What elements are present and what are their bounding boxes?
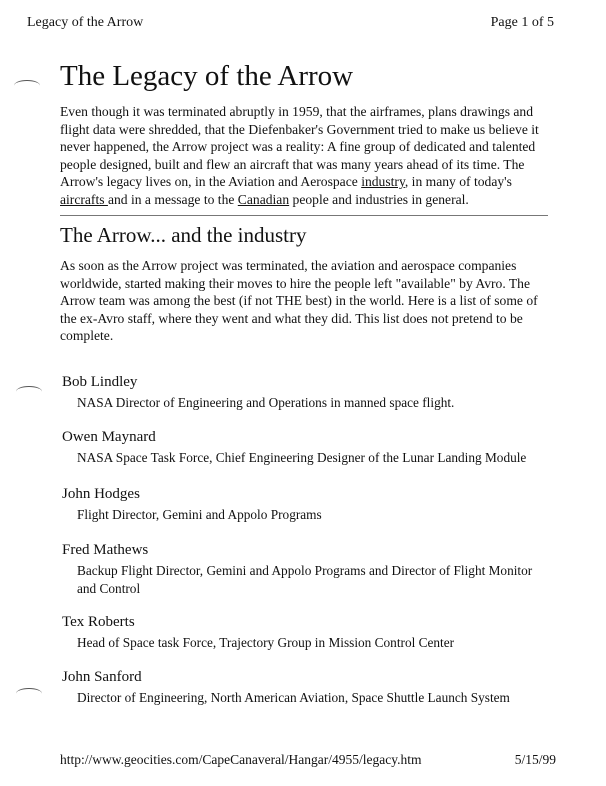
staff-role: Flight Director, Gemini and Appolo Programs <box>77 507 322 522</box>
intro-paragraph <box>60 103 554 208</box>
divider <box>60 215 548 216</box>
intro-text: people and industries in general. <box>289 191 469 207</box>
staff-entry <box>62 613 552 652</box>
section-heading: The Arrow... and the industry <box>60 223 307 247</box>
staff-entry <box>62 428 552 467</box>
aircrafts-link[interactable]: aircrafts <box>60 191 108 207</box>
staff-name: Tex Roberts <box>62 614 135 630</box>
staff-role: NASA Director of Engineering and Operations in manned space flight. <box>77 395 455 410</box>
staff-entry <box>62 541 552 597</box>
intro-text: , in many of today's <box>404 174 512 189</box>
scan-mark <box>14 80 40 91</box>
page-title: The Legacy of the Arrow <box>60 60 354 92</box>
staff-name: Owen Maynard <box>62 429 156 445</box>
staff-entry <box>62 485 552 524</box>
scan-mark <box>16 386 42 397</box>
staff-name: John Hodges <box>62 486 140 502</box>
staff-role: NASA Space Task Force, Chief Engineering Designer of the Lunar Landing Module <box>77 450 527 465</box>
staff-role: Backup Flight Director, Gemini and Appolo Programs and Director of Flight Monitor and Control <box>77 563 533 596</box>
intro-text: and in a message to the <box>107 191 238 207</box>
staff-entry <box>62 373 552 412</box>
staff-entry <box>62 668 552 707</box>
staff-name: Bob Lindley <box>62 374 138 390</box>
footer-date: 5/15/99 <box>514 752 556 767</box>
footer-url: http://www.geocities.com/CapeCanaveral/Hangar/4955/legacy.htm <box>60 752 422 767</box>
canadian-link[interactable]: Canadian <box>237 191 290 207</box>
intro-text: Even though it was terminated abruptly in 1959, that the airframes, plans drawings and flight data were shredded, that the Diefenbaker's Government tried to make us believe it never happened, the Arrow project was a reality: A fine group of dedicated and talented people designed, built and flew an aircraft that was many years ahead of its time. The Arrow's legacy lives on, in the Aviation and Aerospace <box>60 104 539 189</box>
industry-link[interactable]: industry <box>361 174 405 189</box>
scan-mark <box>16 688 42 699</box>
staff-role: Head of Space task Force, Trajectory Group in Mission Control Center <box>77 635 455 650</box>
staff-name: Fred Mathews <box>62 542 149 558</box>
header-site-title: Legacy of the Arrow <box>27 15 144 30</box>
staff-role: Director of Engineering, North American Aviation, Space Shuttle Launch System <box>77 690 510 705</box>
page-indicator: Page 1 of 5 <box>490 15 554 30</box>
staff-name: John Sanford <box>62 669 142 685</box>
section-paragraph: As soon as the Arrow project was terminated, the aviation and aerospace companies worldwide, started making their moves to hire the people left "available" by Avro. The Arrow team was among the best (if not THE best) in the world. Here is a list of some of the ex-Avro staff, where they went and what they did. This list does not pretend to be complete. <box>60 258 538 343</box>
